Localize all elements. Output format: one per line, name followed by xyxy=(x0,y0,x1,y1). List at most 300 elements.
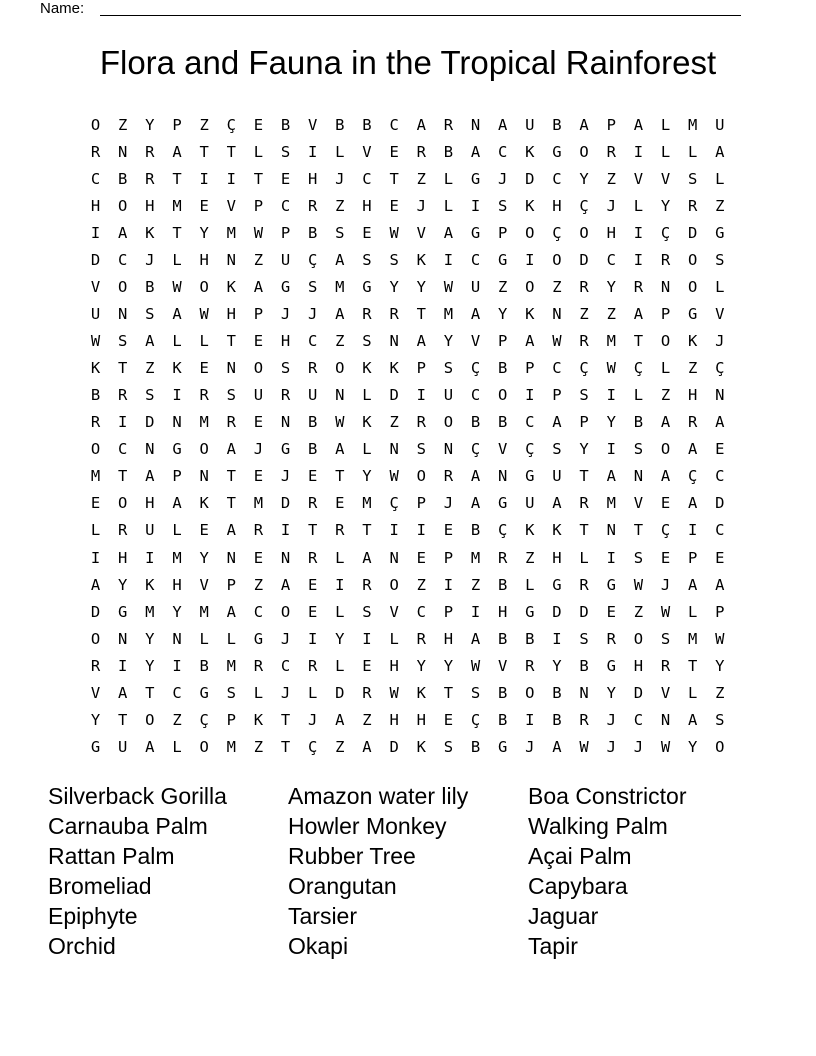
grid-cell: O xyxy=(579,223,589,242)
grid-cell: V xyxy=(308,115,318,134)
grid-cell: A xyxy=(443,223,454,242)
grid-cell: L xyxy=(90,521,101,540)
grid-cell: R xyxy=(308,494,318,513)
grid-cell: C xyxy=(90,169,101,188)
grid-cell: Z xyxy=(715,683,725,702)
grid-cell: E xyxy=(253,115,264,134)
grid-cell: Ç xyxy=(552,223,562,242)
word-item: Bromeliad xyxy=(48,873,152,899)
grid-cell: R xyxy=(416,629,426,648)
grid-cell: B xyxy=(308,440,318,459)
grid-cell: U xyxy=(715,115,725,134)
grid-cell: S xyxy=(335,223,345,242)
grid-cell: L xyxy=(199,629,209,648)
grid-cell: B xyxy=(199,656,209,675)
grid-cell: K xyxy=(525,196,535,215)
grid-cell: D xyxy=(579,250,589,269)
grid-cell: T xyxy=(253,169,264,188)
grid-cell: Y xyxy=(715,656,725,675)
grid-cell: R xyxy=(308,359,318,378)
grid-cell: K xyxy=(416,737,426,756)
grid-cell: U xyxy=(308,386,318,405)
grid-cell: R xyxy=(308,656,318,675)
grid-cell: Y xyxy=(687,737,698,756)
grid-cell: O xyxy=(253,359,264,378)
word-item: Silverback Gorilla xyxy=(48,783,227,809)
grid-cell: H xyxy=(389,710,399,729)
grid-cell: A xyxy=(606,467,616,486)
grid-cell: I xyxy=(552,629,562,648)
grid-cell: R xyxy=(416,413,426,432)
grid-cell: E xyxy=(308,467,318,486)
grid-cell: Z xyxy=(172,710,182,729)
grid-cell: E xyxy=(253,332,264,351)
grid-cell: L xyxy=(253,683,264,702)
grid-cell: R xyxy=(90,413,101,432)
grid-cell: K xyxy=(389,359,399,378)
grid-cell: E xyxy=(253,548,264,567)
grid-cell: R xyxy=(606,142,616,161)
grid-cell: R xyxy=(687,196,698,215)
grid-cell: A xyxy=(145,467,155,486)
word-item: Orchid xyxy=(48,933,116,959)
name-blank-line xyxy=(100,15,741,16)
grid-cell: I xyxy=(172,386,182,405)
grid-cell: B xyxy=(362,115,372,134)
grid-cell: T xyxy=(280,737,291,756)
grid-cell: A xyxy=(226,602,236,621)
grid-cell: U xyxy=(145,521,155,540)
grid-cell: B xyxy=(498,359,508,378)
grid-cell: D xyxy=(525,169,535,188)
grid-cell: N xyxy=(389,440,399,459)
grid-cell: I xyxy=(118,656,128,675)
grid-cell: D xyxy=(552,602,562,621)
grid-cell: A xyxy=(335,440,345,459)
grid-cell: D xyxy=(633,683,644,702)
name-row xyxy=(40,1,84,17)
grid-cell: A xyxy=(335,710,345,729)
grid-cell: K xyxy=(90,359,101,378)
grid-cell: Ç xyxy=(715,359,725,378)
grid-cell: L xyxy=(172,250,182,269)
grid-cell: R xyxy=(253,521,264,540)
grid-cell: Z xyxy=(470,575,481,594)
grid-cell: S xyxy=(552,440,562,459)
grid-cell: G xyxy=(199,683,209,702)
grid-cell: Y xyxy=(443,332,454,351)
grid-cell: R xyxy=(90,142,101,161)
grid-cell: S xyxy=(389,250,399,269)
grid-cell: D xyxy=(389,386,399,405)
grid-cell: S xyxy=(579,629,589,648)
grid-cell: L xyxy=(362,440,372,459)
grid-cell: I xyxy=(606,548,616,567)
grid-cell: C xyxy=(253,602,264,621)
grid-cell: H xyxy=(226,304,236,323)
grid-cell: E xyxy=(253,467,264,486)
grid-cell: N xyxy=(145,440,155,459)
grid-cell: B xyxy=(498,683,508,702)
grid-cell: P xyxy=(525,359,535,378)
grid-cell: L xyxy=(335,548,345,567)
grid-cell: A xyxy=(470,467,481,486)
grid-cell: A xyxy=(525,332,535,351)
grid-cell: H xyxy=(443,629,454,648)
grid-cell: Y xyxy=(335,629,345,648)
grid-cell: N xyxy=(715,386,725,405)
grid-cell: C xyxy=(552,169,562,188)
grid-cell: A xyxy=(687,710,698,729)
grid-cell: R xyxy=(606,629,616,648)
grid-cell: V xyxy=(498,656,508,675)
grid-cell: R xyxy=(226,413,236,432)
grid-cell: Y xyxy=(579,440,589,459)
grid-cell: G xyxy=(498,494,508,513)
grid-cell: R xyxy=(660,656,671,675)
grid-cell: H xyxy=(90,196,101,215)
grid-cell: M xyxy=(90,467,101,486)
grid-cell: W xyxy=(579,737,589,756)
grid-cell: G xyxy=(362,277,372,296)
grid-cell: Z xyxy=(253,575,264,594)
grid-cell: C xyxy=(389,115,399,134)
grid-cell: O xyxy=(660,332,671,351)
grid-cell: Z xyxy=(335,332,345,351)
grid-cell: P xyxy=(687,548,698,567)
grid-cell: T xyxy=(226,332,236,351)
grid-cell: D xyxy=(389,737,399,756)
grid-cell: U xyxy=(90,304,101,323)
word-list xyxy=(0,781,816,971)
grid-cell: D xyxy=(579,602,589,621)
grid-cell: Y xyxy=(389,277,399,296)
grid-cell: L xyxy=(715,169,725,188)
grid-cell: Ç xyxy=(579,359,589,378)
grid-cell: S xyxy=(715,710,725,729)
grid-cell: H xyxy=(362,196,372,215)
grid-cell: J xyxy=(280,629,291,648)
grid-cell: V xyxy=(90,277,101,296)
grid-cell: K xyxy=(145,575,155,594)
grid-cell: Z xyxy=(715,196,725,215)
grid-cell: G xyxy=(470,169,481,188)
grid-cell: S xyxy=(633,440,644,459)
grid-cell: O xyxy=(118,277,128,296)
grid-cell: A xyxy=(416,115,426,134)
grid-cell: Ç xyxy=(633,359,644,378)
grid-cell: P xyxy=(443,548,454,567)
grid-cell: S xyxy=(687,169,698,188)
word-item: Jaguar xyxy=(528,903,599,929)
grid-cell: L xyxy=(362,386,372,405)
grid-cell: A xyxy=(280,575,291,594)
grid-cell: J xyxy=(525,737,535,756)
grid-cell: A xyxy=(687,440,698,459)
grid-cell: L xyxy=(687,142,698,161)
grid-cell: G xyxy=(552,575,562,594)
grid-cell: A xyxy=(118,683,128,702)
grid-cell: T xyxy=(172,223,182,242)
grid-cell: E xyxy=(253,413,264,432)
grid-cell: L xyxy=(687,602,698,621)
grid-cell: M xyxy=(443,304,454,323)
grid-cell: W xyxy=(606,359,616,378)
grid-cell: E xyxy=(443,521,454,540)
grid-cell: L xyxy=(715,277,725,296)
grid-cell: R xyxy=(579,494,589,513)
grid-cell: S xyxy=(226,386,236,405)
grid-cell: J xyxy=(280,467,291,486)
grid-cell: T xyxy=(145,683,155,702)
grid-cell: S xyxy=(362,332,372,351)
grid-cell: R xyxy=(443,115,454,134)
grid-cell: I xyxy=(389,521,399,540)
grid-cell: B xyxy=(552,683,562,702)
grid-cell: H xyxy=(389,656,399,675)
grid-cell: K xyxy=(525,521,535,540)
grid-cell: E xyxy=(362,223,372,242)
grid-cell: Ç xyxy=(470,440,481,459)
grid-cell: I xyxy=(335,575,345,594)
grid-cell: G xyxy=(470,223,481,242)
grid-cell: E xyxy=(308,575,318,594)
grid-cell: H xyxy=(199,250,209,269)
grid-cell: C xyxy=(470,250,481,269)
grid-cell: G xyxy=(90,737,101,756)
grid-cell: G xyxy=(498,250,508,269)
grid-cell: J xyxy=(335,169,345,188)
grid-cell: S xyxy=(280,359,291,378)
grid-cell: I xyxy=(606,440,616,459)
grid-cell: Ç xyxy=(226,115,236,134)
grid-cell: A xyxy=(145,332,155,351)
grid-cell: G xyxy=(606,656,616,675)
grid-cell: G xyxy=(552,142,562,161)
grid-cell: S xyxy=(308,277,318,296)
grid-cell: C xyxy=(715,467,725,486)
grid-cell: P xyxy=(660,304,671,323)
word-item: Epiphyte xyxy=(48,903,138,929)
grid-cell: V xyxy=(90,683,101,702)
grid-cell: I xyxy=(443,250,454,269)
grid-cell: Ç xyxy=(470,359,481,378)
grid-cell: Y xyxy=(90,710,101,729)
grid-cell: A xyxy=(335,250,345,269)
grid-cell: O xyxy=(199,277,209,296)
grid-cell: B xyxy=(308,413,318,432)
grid-cell: Ç xyxy=(660,521,671,540)
grid-cell: K xyxy=(525,142,535,161)
grid-cell: U xyxy=(118,737,128,756)
grid-cell: O xyxy=(389,575,399,594)
grid-cell: S xyxy=(226,683,236,702)
grid-cell: S xyxy=(416,440,426,459)
grid-cell: A xyxy=(362,548,372,567)
grid-cell: K xyxy=(362,413,372,432)
grid-cell: H xyxy=(280,332,291,351)
grid-cell: I xyxy=(633,223,644,242)
grid-cell: U xyxy=(470,277,481,296)
grid-cell: S xyxy=(470,683,481,702)
grid-cell: L xyxy=(199,332,209,351)
grid-cell: W xyxy=(253,223,264,242)
grid-cell: Ç xyxy=(525,440,535,459)
grid-cell: T xyxy=(633,332,644,351)
grid-cell: M xyxy=(199,602,209,621)
word-item: Walking Palm xyxy=(528,813,668,839)
grid-cell: W xyxy=(389,223,399,242)
grid-cell: A xyxy=(498,115,508,134)
grid-cell: R xyxy=(498,548,508,567)
grid-cell: Y xyxy=(199,548,209,567)
grid-cell: T xyxy=(335,467,345,486)
grid-cell: U xyxy=(253,386,264,405)
grid-cell: Y xyxy=(145,656,155,675)
grid-cell: A xyxy=(660,467,671,486)
grid-cell: B xyxy=(498,629,508,648)
grid-cell: C xyxy=(280,656,291,675)
grid-cell: J xyxy=(416,196,426,215)
grid-cell: A xyxy=(715,142,725,161)
grid-cell: O xyxy=(90,115,101,134)
grid-cell: N xyxy=(389,332,399,351)
grid-cell: P xyxy=(498,332,508,351)
grid-cell: A xyxy=(579,115,589,134)
grid-cell: K xyxy=(199,494,209,513)
grid-cell: O xyxy=(335,359,345,378)
word-item: Rattan Palm xyxy=(48,843,175,869)
grid-cell: A xyxy=(145,737,155,756)
grid-cell: O xyxy=(90,440,101,459)
grid-cell: T xyxy=(389,169,399,188)
grid-cell: R xyxy=(389,304,399,323)
grid-cell: V xyxy=(226,196,236,215)
grid-cell: Y xyxy=(606,413,616,432)
grid-cell: U xyxy=(280,250,291,269)
grid-cell: N xyxy=(633,467,644,486)
grid-cell: A xyxy=(687,494,698,513)
grid-cell: C xyxy=(715,521,725,540)
grid-cell: M xyxy=(687,115,698,134)
grid-cell: N xyxy=(118,629,128,648)
grid-cell: C xyxy=(118,440,128,459)
grid-cell: E xyxy=(443,710,454,729)
grid-cell: E xyxy=(389,196,399,215)
grid-cell: J xyxy=(633,737,644,756)
grid-cell: K xyxy=(145,223,155,242)
grid-cell: C xyxy=(362,169,372,188)
grid-cell: T xyxy=(633,521,644,540)
grid-cell: T xyxy=(280,710,291,729)
grid-cell: O xyxy=(90,629,101,648)
grid-cell: O xyxy=(118,196,128,215)
grid-cell: Z xyxy=(552,277,562,296)
grid-cell: W xyxy=(715,629,725,648)
grid-cell: M xyxy=(253,494,264,513)
grid-cell: E xyxy=(90,494,101,513)
grid-cell: O xyxy=(525,223,535,242)
grid-cell: R xyxy=(362,575,372,594)
grid-cell: B xyxy=(552,115,562,134)
grid-cell: M xyxy=(145,602,155,621)
grid-cell: I xyxy=(172,656,182,675)
grid-cell: L xyxy=(525,575,535,594)
grid-cell: N xyxy=(606,521,616,540)
grid-cell: O xyxy=(660,440,671,459)
grid-cell: S xyxy=(443,359,454,378)
grid-cell: Y xyxy=(118,575,128,594)
grid-cell: R xyxy=(145,142,155,161)
grid-cell: L xyxy=(633,196,644,215)
grid-cell: L xyxy=(172,332,182,351)
grid-cell: K xyxy=(172,359,182,378)
grid-cell: H xyxy=(308,169,318,188)
grid-cell: P xyxy=(253,196,264,215)
grid-cell: O xyxy=(687,277,698,296)
grid-cell: H xyxy=(552,196,562,215)
grid-cell: S xyxy=(118,332,128,351)
grid-cell: A xyxy=(172,494,182,513)
grid-cell: M xyxy=(335,277,345,296)
grid-cell: E xyxy=(308,602,318,621)
grid-cell: A xyxy=(470,304,481,323)
grid-cell: G xyxy=(525,602,535,621)
grid-cell: O xyxy=(525,683,535,702)
grid-cell: V xyxy=(416,223,426,242)
grid-cell: A xyxy=(90,575,101,594)
grid-cell: C xyxy=(172,683,182,702)
grid-cell: T xyxy=(579,467,589,486)
grid-cell: Z xyxy=(335,196,345,215)
word-item: Tapir xyxy=(528,933,578,959)
grid-cell: B xyxy=(498,575,508,594)
grid-cell: O xyxy=(443,413,454,432)
grid-cell: A xyxy=(552,494,562,513)
grid-cell: M xyxy=(470,548,481,567)
grid-cell: Z xyxy=(579,304,589,323)
grid-cell: E xyxy=(715,440,725,459)
grid-cell: N xyxy=(443,440,454,459)
grid-cell: V xyxy=(715,304,725,323)
grid-cell: A xyxy=(633,115,644,134)
grid-cell: A xyxy=(226,521,236,540)
grid-cell: Ç xyxy=(687,467,698,486)
grid-cell: Ç xyxy=(389,494,399,513)
grid-cell: I xyxy=(362,629,372,648)
grid-cell: K xyxy=(253,710,264,729)
grid-cell: R xyxy=(199,386,209,405)
grid-cell: K xyxy=(416,683,426,702)
grid-cell: Z xyxy=(660,386,671,405)
grid-cell: R xyxy=(579,332,589,351)
grid-cell: H xyxy=(552,548,562,567)
grid-cell: R xyxy=(362,304,372,323)
grid-cell: R xyxy=(525,656,535,675)
grid-cell: K xyxy=(525,304,535,323)
grid-cell: E xyxy=(660,548,671,567)
grid-cell: T xyxy=(362,521,372,540)
grid-cell: N xyxy=(660,277,671,296)
grid-cell: B xyxy=(145,277,155,296)
grid-cell: L xyxy=(660,142,671,161)
grid-cell: E xyxy=(335,494,345,513)
grid-cell: I xyxy=(280,521,291,540)
grid-cell: B xyxy=(498,413,508,432)
grid-cell: H xyxy=(498,602,508,621)
grid-cell: A xyxy=(335,304,345,323)
grid-cell: J xyxy=(606,196,616,215)
